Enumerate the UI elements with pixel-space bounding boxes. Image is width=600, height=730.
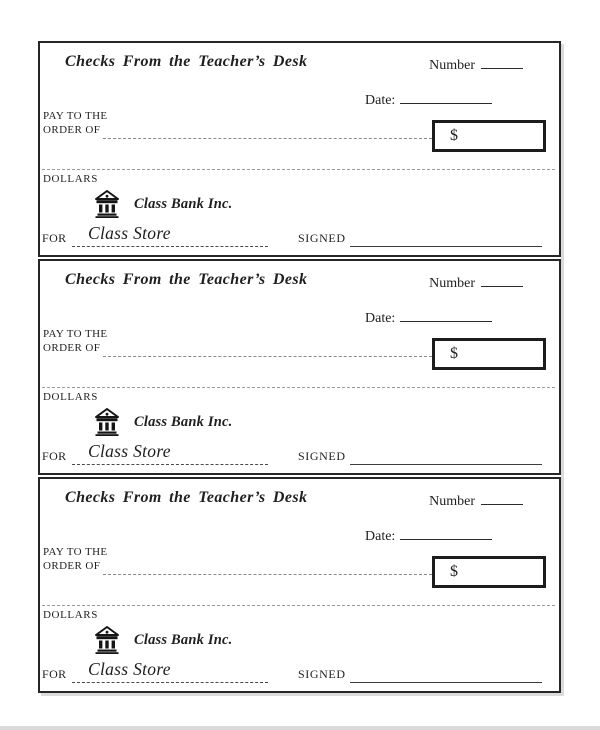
date-blank-line xyxy=(400,90,492,104)
bank-branding xyxy=(95,190,233,218)
dollar-sign: $ xyxy=(450,345,458,362)
amount-box xyxy=(432,120,546,152)
for-label: FOR xyxy=(42,449,67,463)
signed-label: SIGNED xyxy=(298,667,346,681)
pay-to-line1: PAY TO THE xyxy=(43,546,108,558)
number-blank-line xyxy=(481,273,523,287)
check-2 xyxy=(38,259,561,475)
number-blank-line xyxy=(481,55,523,69)
dollars-label: DOLLARS xyxy=(43,609,98,621)
number-blank-line xyxy=(481,491,523,505)
amount-words-blank-line xyxy=(42,153,555,170)
pay-to-the-order-of xyxy=(43,328,108,355)
signature-blank-line xyxy=(350,666,542,683)
pay-to-line1: PAY TO THE xyxy=(43,328,108,340)
pay-to-the-order-of xyxy=(43,546,108,573)
bank-building-icon xyxy=(95,408,119,436)
check-3 xyxy=(38,477,561,693)
number-label: Number xyxy=(429,276,475,291)
pay-to-line2: ORDER OF xyxy=(43,123,101,136)
signature-blank-line xyxy=(350,230,542,247)
bank-name: Class Bank Inc. xyxy=(134,195,233,212)
bank-building-icon xyxy=(95,190,119,218)
amount-words-blank-line xyxy=(42,371,555,388)
for-label: FOR xyxy=(42,231,67,245)
date-field xyxy=(365,308,492,327)
bank-building-icon xyxy=(95,626,119,654)
payee-blank-line xyxy=(103,558,432,575)
date-label: Date: xyxy=(365,93,396,108)
signed-label: SIGNED xyxy=(298,449,346,463)
date-blank-line xyxy=(400,308,492,322)
date-field xyxy=(365,90,492,109)
bank-name: Class Bank Inc. xyxy=(134,631,233,648)
bank-branding xyxy=(95,626,233,654)
payee-blank-line xyxy=(103,340,432,357)
dollars-label: DOLLARS xyxy=(43,173,98,185)
amount-box xyxy=(432,338,546,370)
date-field xyxy=(365,526,492,545)
bank-name: Class Bank Inc. xyxy=(134,413,233,430)
check-sheet xyxy=(38,41,561,693)
dollar-sign: $ xyxy=(450,127,458,144)
for-label: FOR xyxy=(42,667,67,681)
check-1 xyxy=(38,41,561,257)
payee-blank-line xyxy=(103,122,432,139)
amount-box xyxy=(432,556,546,588)
pay-to-line1: PAY TO THE xyxy=(43,110,108,122)
signed-label: SIGNED xyxy=(298,231,346,245)
for-value: Class Store xyxy=(88,441,171,461)
check-title: Checks From the Teacher’s Desk xyxy=(65,489,308,506)
page-bottom-edge xyxy=(0,726,600,730)
check-title: Checks From the Teacher’s Desk xyxy=(65,271,308,288)
for-value: Class Store xyxy=(88,659,171,679)
signature-blank-line xyxy=(350,448,542,465)
check-title: Checks From the Teacher’s Desk xyxy=(65,53,308,70)
pay-to-the-order-of xyxy=(43,110,108,137)
number-label: Number xyxy=(429,494,475,509)
dollars-label: DOLLARS xyxy=(43,391,98,403)
date-label: Date: xyxy=(365,529,396,544)
pay-to-line2: ORDER OF xyxy=(43,341,101,354)
for-value: Class Store xyxy=(88,223,171,243)
number-label: Number xyxy=(429,58,475,73)
pay-to-line2: ORDER OF xyxy=(43,559,101,572)
number-field xyxy=(429,55,523,74)
date-label: Date: xyxy=(365,311,396,326)
date-blank-line xyxy=(400,526,492,540)
amount-words-blank-line xyxy=(42,589,555,606)
number-field xyxy=(429,273,523,292)
bank-branding xyxy=(95,408,233,436)
number-field xyxy=(429,491,523,510)
dollar-sign: $ xyxy=(450,563,458,580)
